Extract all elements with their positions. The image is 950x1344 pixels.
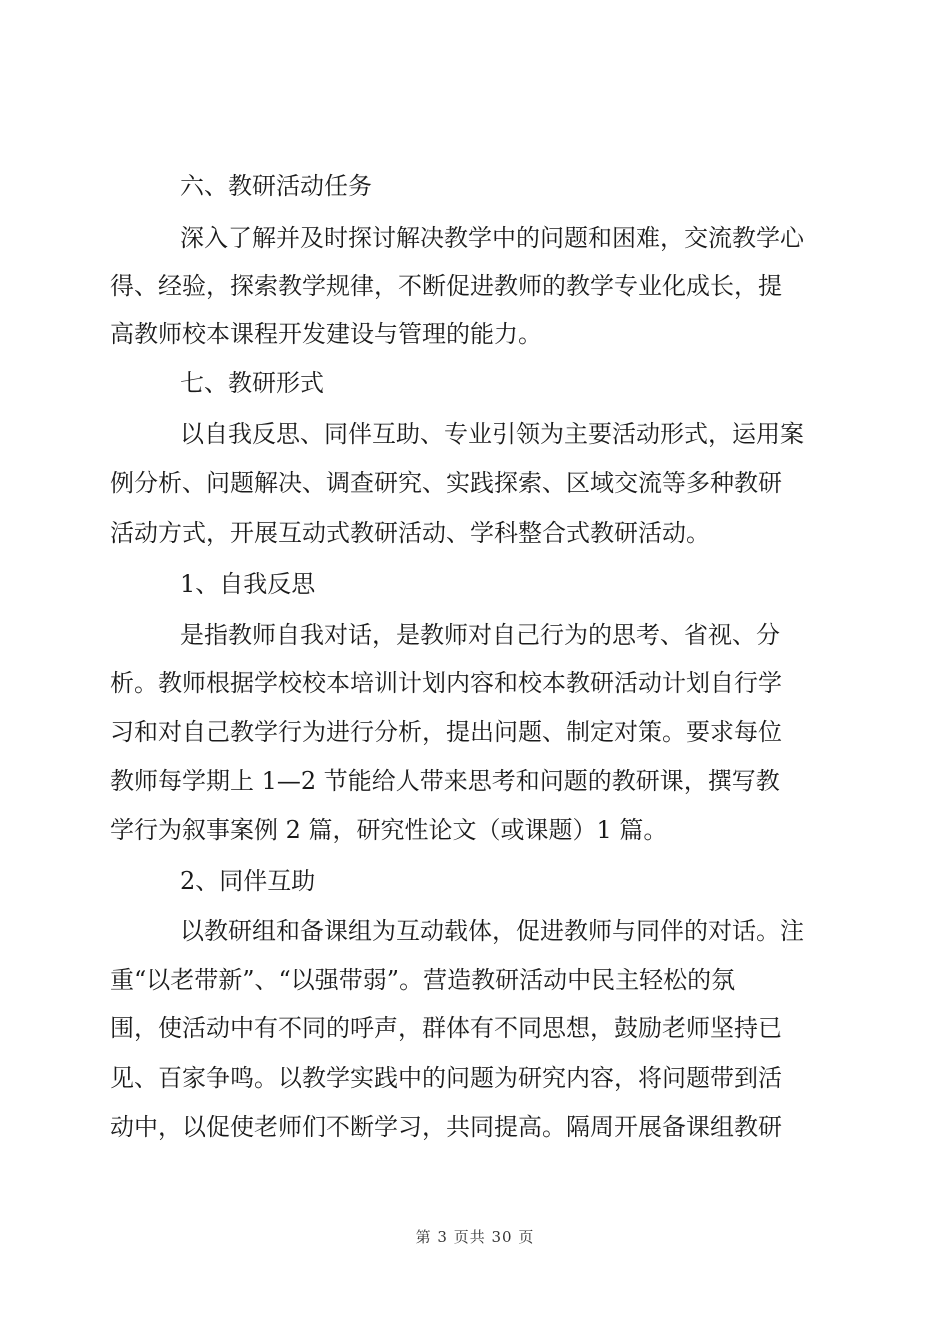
subsection-heading-self-reflection: 1、自我反思 — [180, 570, 316, 598]
paragraph-line: 教师每学期上 1—2 节能给人带来思考和问题的教研课，撰写教 — [110, 767, 780, 795]
section-heading-seven: 七、教研形式 — [180, 369, 324, 397]
page-number-footer: 第 3 页共 30 页 — [415, 1228, 535, 1246]
paragraph-line: 深入了解并及时探讨解决教学中的问题和困难，交流教学心 — [180, 224, 804, 252]
paragraph-line: 习和对自己教学行为进行分析，提出问题、制定对策。要求每位 — [110, 718, 782, 746]
paragraph-line: 例分析、问题解决、调查研究、实践探索、区域交流等多种教研 — [110, 469, 782, 497]
paragraph-line: 围，使活动中有不同的呼声，群体有不同思想，鼓励老师坚持已 — [110, 1014, 782, 1042]
paragraph-line: 是指教师自我对话，是教师对自己行为的思考、省视、分 — [180, 621, 780, 649]
paragraph-line: 高教师校本课程开发建设与管理的能力。 — [110, 320, 542, 348]
paragraph-line: 以自我反思、同伴互助、专业引领为主要活动形式，运用案 — [180, 420, 804, 448]
paragraph-line: 重“以老带新”、“以强带弱”。营造教研活动中民主轻松的氛 — [110, 966, 736, 994]
paragraph-line: 析。教师根据学校校本培训计划内容和校本教研活动计划自行学 — [110, 669, 782, 697]
paragraph-line: 以教研组和备课组为互动载体，促进教师与同伴的对话。注 — [180, 917, 804, 945]
paragraph-line: 活动方式，开展互动式教研活动、学科整合式教研活动。 — [110, 519, 710, 547]
paragraph-line: 学行为叙事案例 2 篇，研究性论文（或课题）1 篇。 — [110, 816, 668, 844]
subsection-heading-peer-support: 2、同伴互助 — [180, 867, 316, 895]
section-heading-six: 六、教研活动任务 — [180, 172, 372, 200]
paragraph-line: 得、经验，探索教学规律，不断促进教师的教学专业化成长，提 — [110, 272, 782, 300]
paragraph-line: 动中，以促使老师们不断学习，共同提高。隔周开展备课组教研 — [110, 1113, 782, 1141]
paragraph-line: 见、百家争鸣。以教学实践中的问题为研究内容，将问题带到活 — [110, 1064, 782, 1092]
